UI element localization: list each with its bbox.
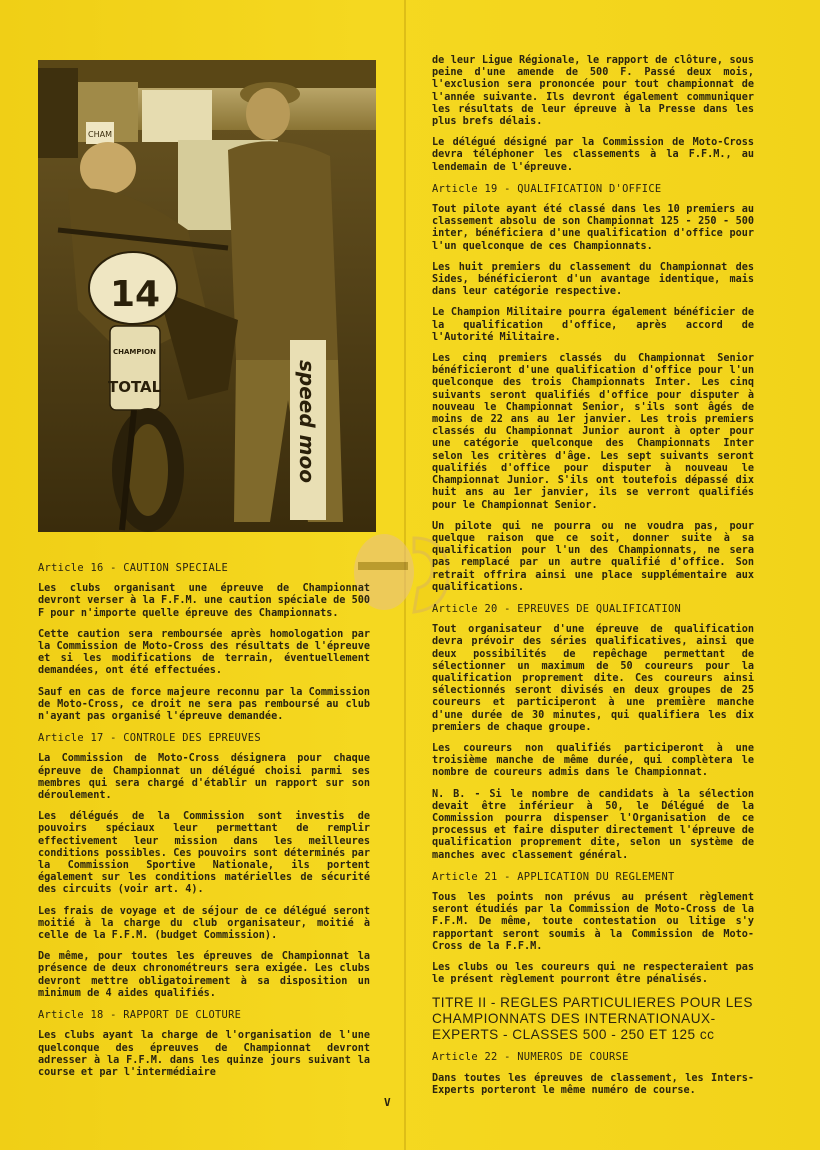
photo-illustration [38,60,376,532]
article-paragraph: Les clubs ou les coureurs qui ne respecteraient pas le présent règlement pourront être pénalisés. [432,962,754,986]
article-paragraph: de leur Ligue Régionale, le rapport de clôture, sous peine d'une amende de 500 F. Passé deux mois, l'exclusion sera prononcée pour tout championnat de l'année suivante. Ils devront également communiquer les résultats de leur épreuve à la Presse dans les plus brefs délais. [432,55,754,128]
article-paragraph: Cette caution sera remboursée après homologation par la Commission de Moto-Cross des résultats de l'épreuve et si les modifications de terrain, éventuellement demandées, ont été effectuées. [38,628,370,677]
bike-number-plate: 14 [110,274,161,315]
article-heading: Article 22 - NUMEROS DE COURSE [432,1051,629,1064]
article-heading: Article 20 - EPREUVES DE QUALIFICATION [432,602,682,615]
article-paragraph: Dans toutes les épreuves de classement, les Inters-Experts porteront le même numéro de course. [432,1072,754,1096]
article-paragraph: Le délégué désigné par la Commission de Moto-Cross devra téléphoner les classements à la F.F.M., au lendemain de l'épreuve. [432,137,754,173]
article-paragraph: Les frais de voyage et de séjour de ce délégué seront moitié à la charge du club organisateur, moitié à celle de la F.F.M. (budget Commission). [38,905,370,942]
article-paragraph: Tout organisateur d'une épreuve de qualification devra prévoir des séries qualificatives, ainsi que deux possibilités de repêchage permettant de sélectionner un maximum de 50 coureurs pour la qualification proprement dite. Ces coureurs ainsi sélectionnés seront divisés en deux groupes de 25 coureurs et participeront à une première manche d'une durée de 30 minutes, qui qualifiera les dix premiers de chaque groupe. [432,624,754,733]
section-title: TITRE II - REGLES PARTICULIERES POUR LES CHAMPIONNATS DES INTERNATIONAUX-EXPERTS - CLASSES 500 - 250 ET 125 cc [432,995,753,1043]
article-paragraph: Tous les points non prévus au présent règlement seront étudiés par la Commission de Moto-Cross de la F.F.M. De même, toute contestation ou litige s'y rapportant seront soumis à la Commission de Moto-Cross de la F.F.M. [432,891,754,952]
article-heading: Article 18 - RAPPORT DE CLOTURE [38,1009,242,1022]
article-paragraph: De même, pour toutes les épreuves de Championnat la présence de deux chronométreurs sera exigée. Les clubs devront mettre obligatoirement à sa disposition un minimum de 4 aides qualifiés. [38,951,370,999]
article-paragraph: Les huit premiers du classement du Championnat des Sides, bénéficieront d'un avantage identique, mais dans leur catégorie respective. [432,261,754,298]
article-paragraph: La Commission de Moto-Cross désignera pour chaque épreuve de Championnat un délégué choisi parmi ses membres qui sera chargé d'établir un rapport sur son déroulement. [38,753,370,802]
article-paragraph: Les coureurs non qualifiés participeront à une troisième manche de même durée, qui complètera le nombre de coureurs admis dans le Championnat. [432,742,754,779]
jersey-text: speed moo [295,360,319,483]
article-heading: Article 17 - CONTROLE DES EPREUVES [38,732,261,745]
banner-text: CHAM [88,130,112,139]
article-paragraph: Un pilote qui ne pourra ou ne voudra pas, pour quelque raison que ce soit, donner suite à sa qualification pour l'un des Championnats, ne sera pas remplacé par un autre qualifié d'office. Son retrait offrira ainsi une place supplémentaire aux qualifications. [432,520,754,593]
article-paragraph: Le Champion Militaire pourra également bénéficier de la qualification d'office, après accord de l'Autorité Militaire. [432,307,754,343]
champion-sticker: CHAMPION [113,348,156,356]
motocross-photo [38,60,376,532]
article-heading: Article 19 - QUALIFICATION D'OFFICE [432,182,662,195]
article-paragraph: N. B. - Si le nombre de candidats à la sélection devait être inférieur à 50, le Délégué de la Commission pourra dispenser l'Organisation de ce processus et faire disputer directement l'épreuve de qualification proprement dite, selon un système de manches avec classement général. [432,788,754,861]
page-number: V [384,1096,391,1109]
article-paragraph: Les cinq premiers classés du Championnat Senior bénéficieront d'une qualification d'office pour l'un quelconque des trois Championnats Inter. Les cinq suivants seront qualifiés d'office pour disputer à nouveau le Championnat Senior, s'ils sont âgés de moins de 22 ans au 1er janvier. Les trois premiers classés du Championnat Junior auront à opter pour une catégorie quelconque des Championnats Inter selon les critères d'âge. Les sept suivants seront qualifiés d'office pour disputer à nouveau le Championnat Junior. S'ils ont toutefois dépassé dix huit ans au 1er janvier, ils se verront qualifiés pour le Championnat Senior. [432,353,754,511]
article-heading: Article 21 - APPLICATION DU REGLEMENT [432,870,675,883]
article-heading: Article 16 - CAUTION SPECIALE [38,562,229,574]
left-column [38,562,370,1088]
article-paragraph: Les clubs ayant la charge de l'organisation de l'une quelconque des épreuves de Championnat devront adresser à la F.F.M. dans les quinze jours suivant la course et par l'intermédiaire [38,1030,370,1078]
article-paragraph: Les clubs organisant une épreuve de Championnat devront verser à la F.F.M. une caution spéciale de 500 F pour n'importe quelle épreuve des Championnats. [38,583,370,619]
article-paragraph: Sauf en cas de force majeure reconnu par la Commission de Moto-Cross, ce droit ne sera pas remboursé au club n'ayant pas organisé l'épreuve demandée. [38,686,370,723]
right-column [432,55,754,1106]
total-sticker: TOTAL [108,378,162,396]
article-paragraph: Les délégués de la Commission sont investis de pouvoirs spéciaux leur permettant de remplir effectivement leur mission dans les meilleures conditions possibles. Ces pouvoirs sont déterminés par la Commission Sportive Nationale, ils portent également sur les conditions matérielles de sécurité des circuits (voir art. 4). [38,811,370,896]
article-paragraph: Tout pilote ayant été classé dans les 10 premiers au classement absolu de son Championnat 125 - 250 - 500 inter, bénéficiera d'une qualification d'office pour l'un quelconque de ces Championnats. [432,204,754,252]
